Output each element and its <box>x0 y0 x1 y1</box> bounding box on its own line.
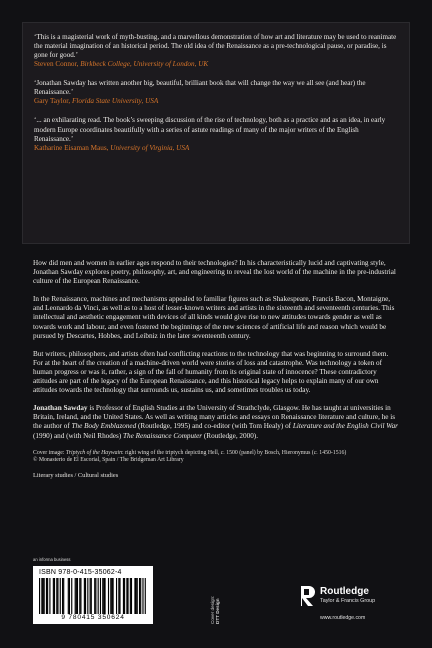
copyright-line: © Monasterio de El Escorial, Spain / The Bridgeman Art Library <box>33 457 184 463</box>
barcode-bar <box>116 578 117 614</box>
author-bio-text: (1990) and (with Neil Rhodes) <box>33 431 124 440</box>
credit-text: : right wing of the triptych depicting Hell, <box>122 449 221 456</box>
barcode-area <box>33 557 153 627</box>
barcode-bar <box>104 578 105 614</box>
barcode-bar <box>136 578 137 614</box>
barcode-bar <box>111 578 112 614</box>
publisher-group: Taylor & Francis Group <box>320 598 376 604</box>
review-attribution <box>34 144 398 153</box>
reviewer-name: Steven Connor, <box>34 60 79 69</box>
reviewer-affiliation: Birkbeck College, University of London, UK <box>80 60 209 69</box>
barcode-bar <box>87 578 88 614</box>
barcode-bar <box>113 578 114 614</box>
credit-circa: c. <box>220 449 225 456</box>
barcode-bar <box>90 578 91 614</box>
barcode-bar <box>130 578 131 614</box>
credit-circa: c. <box>313 449 318 456</box>
barcode-bar <box>85 578 86 614</box>
review-quote: ‘This is a magisterial work of myth-busting, and a marvellous demonstration of how art and literature may be used to reanimate the material imagination of an historical period. The old idea of the Renaissance as a pre-technological pause, or paradise, is gone for good.’ <box>34 33 397 60</box>
reviewer-name: Gary Taylor, <box>34 97 71 106</box>
barcode-bar <box>103 578 104 614</box>
barcode-bars <box>39 578 147 614</box>
barcode-bar <box>110 578 111 614</box>
cover-image-credit <box>33 450 399 457</box>
barcode-bar <box>127 578 128 614</box>
barcode-bar <box>42 578 43 614</box>
barcode-bar <box>57 578 58 614</box>
barcode-bar <box>39 578 40 614</box>
credit-label: Cover image: <box>33 449 66 456</box>
barcode <box>33 566 153 624</box>
design-credit-text <box>210 596 221 624</box>
author-bio-text: (Routledge, 1995) and co-editor (with Tom Healy) of <box>136 422 293 431</box>
subject-category: Literary studies / Cultural studies <box>33 472 119 480</box>
barcode-bar <box>139 578 140 614</box>
publisher-block <box>300 585 410 625</box>
cover-design-credit <box>210 582 228 624</box>
barcode-bar <box>49 578 50 614</box>
review-quote: ‘... an exhilarating read. The book’s sweeping discussion of the rise of technology, both as a practice and as an idea, in early modern Europe coordinates beautifully with a series of astute readings of many of the major writers of the English Renaissance.’ <box>34 116 386 143</box>
reviewer-affiliation: Florida State University, USA <box>72 97 159 106</box>
publisher-url[interactable]: www.routledge.com <box>320 615 366 621</box>
artwork-title: Triptych of the Haywain <box>65 449 123 456</box>
barcode-bar <box>60 578 61 614</box>
barcode-bar <box>124 578 125 614</box>
barcode-bar <box>54 578 55 614</box>
barcode-bar <box>118 578 119 614</box>
publisher-name: Routledge <box>320 586 369 597</box>
reviews-panel <box>22 22 410 244</box>
barcode-bar <box>108 578 109 614</box>
barcode-bar <box>140 578 141 614</box>
book-title: Literature and the English Civil War <box>292 422 398 431</box>
barcode-bar <box>84 578 85 614</box>
barcode-bar <box>126 578 127 614</box>
barcode-bar <box>77 578 78 614</box>
barcode-bar <box>69 578 70 614</box>
barcode-bar <box>80 578 81 614</box>
barcode-bar <box>91 578 92 614</box>
design-credit-line: DTT Design <box>215 598 221 624</box>
barcode-bar <box>71 578 72 614</box>
barcode-bar <box>123 578 124 614</box>
barcode-bar <box>102 578 103 614</box>
credit-text: 1450-1516) <box>317 449 347 456</box>
barcode-bar <box>137 578 138 614</box>
barcode-bar <box>119 578 120 614</box>
review-attribution <box>34 60 398 69</box>
blurb-paragraph: In the Renaissance, machines and mechanisms appealed to familiar figures such as Shakespeare, Francis Bacon, Montaigne, and Leonardo da Vinci, as well as to a host of lesser-known writers and artists in the sixteenth and seventeenth centuries. This intellectual and aesthetic engagement with devices of all kinds would give rise to new attitudes towards gender as well as towards work and labour, and even fostered the beginnings of the new sciences of artificial life and reason which would be pursued by Descartes, Hobbes, and Leibniz in the later seventeenth century. <box>33 295 395 340</box>
barcode-bar <box>53 578 54 614</box>
review-quote: ‘Jonathan Sawday has written another big, beautiful, brilliant book that will change the way we all see (and hear) the Renaissance.’ <box>34 79 366 97</box>
barcode-bar <box>134 578 135 614</box>
book-title: The Body Emblazoned <box>71 422 137 431</box>
barcode-bar <box>79 578 80 614</box>
informa-line: an informa business <box>33 557 71 562</box>
credit-text: 1500 (panel) by Bosch, Hieronymus ( <box>224 449 314 456</box>
barcode-bar <box>62 578 63 614</box>
author-bio-text: (Routledge, 2000). <box>202 431 258 440</box>
blurb-body <box>33 259 399 479</box>
barcode-bar <box>47 578 48 614</box>
book-title: The Renaissance Computer <box>123 431 203 440</box>
barcode-bar <box>98 578 99 614</box>
barcode-bar <box>75 578 76 614</box>
reviewer-name: Katharine Eisaman Maus, <box>34 143 109 152</box>
author-name: Jonathan Sawday <box>33 404 88 413</box>
barcode-bar <box>100 578 101 614</box>
blurb-paragraph: How did men and women in earlier ages respond to their technologies? In his characteristically lucid and captivating style, Jonathan Sawday explores poetry, philosophy, art, and engineering to reveal the lost world of the machine in the pre-industrial culture of the European Renaissance. <box>33 259 396 286</box>
barcode-bar <box>76 578 77 614</box>
reviewer-affiliation: University of Virginia, USA <box>110 143 190 152</box>
barcode-bar <box>63 578 64 614</box>
routledge-logo-icon <box>300 585 316 607</box>
barcode-bar <box>68 578 69 614</box>
barcode-bar <box>46 578 47 614</box>
author-bio <box>33 404 399 440</box>
barcode-bar <box>131 578 132 614</box>
barcode-digits: 9 780415 350624 <box>61 614 125 621</box>
barcode-bar <box>95 578 96 614</box>
isbn-label: ISBN 978-0-415-35062-4 <box>39 569 122 576</box>
barcode-bar <box>41 578 42 614</box>
author-bio-text: is Professor of English Studies at the University of Strathclyde, Glasgow. He has taught at universities in Britain, Ireland, and the United States. As well as writing many articles and essays on Renaissance literature and culture, he is the author of <box>33 404 396 431</box>
barcode-bar <box>145 578 146 614</box>
barcode-bar <box>44 578 45 614</box>
barcode-bar <box>56 578 57 614</box>
review-attribution <box>34 97 398 106</box>
blurb-paragraph: But writers, philosophers, and artists often had conflicting reactions to the technology that was beginning to surround them. For at the heart of the creation of a machine-driven world were stories of loss and catastrophe. Was technology a token of human progress or was it, rather, a sign of the fall of humanity from its original state of innocence? These contradictory attitudes are part of the legacy of the European Renaissance, and this historical legacy helps to explain many of our own attitudes towards the technology that surrounds us, sustains us, and sometimes troubles us today. <box>33 349 389 395</box>
barcode-bar <box>142 578 143 614</box>
design-credit-line: Cover design: <box>210 595 215 624</box>
barcode-bar <box>94 578 95 614</box>
